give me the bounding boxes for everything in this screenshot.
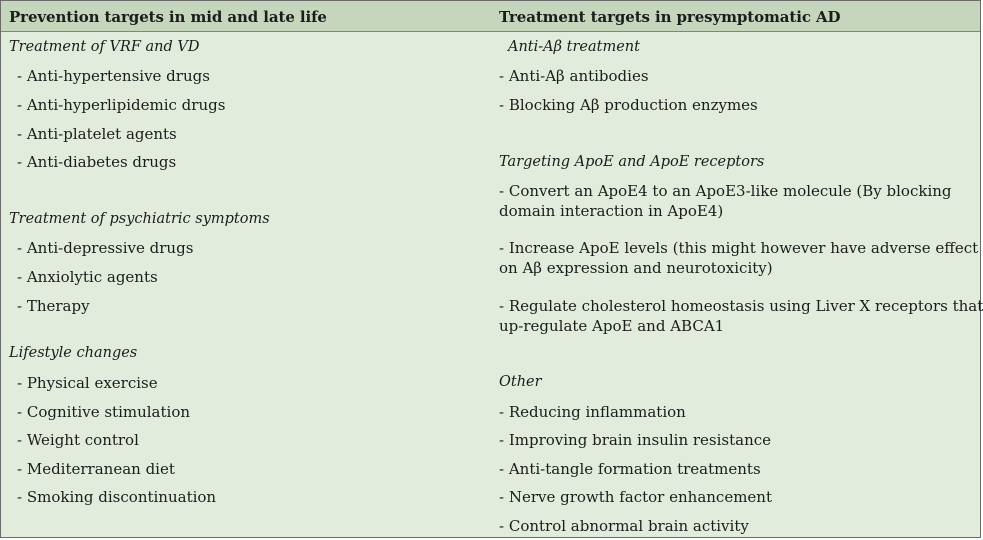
list-item: - Nerve growth factor enhancement	[499, 488, 772, 506]
list-item: - Increase ApoE levels (this might however have adverse effect	[499, 239, 979, 257]
section-heading-vrf: Treatment of VRF and VD	[9, 39, 200, 55]
section-heading-anti-abeta: Anti-Aβ treatment	[508, 39, 640, 55]
list-item: - Improving brain insulin resistance	[499, 431, 772, 449]
list-item: - Blocking Aβ production enzymes	[499, 96, 758, 114]
list-item: - Smoking discontinuation	[17, 488, 217, 506]
list-item: - Weight control	[17, 431, 139, 449]
list-item: - Anti-hyperlipidemic drugs	[17, 96, 226, 114]
section-heading-apoe: Targeting ApoE and ApoE receptors	[499, 154, 765, 170]
list-item-continuation: up-regulate ApoE and ABCA1	[499, 317, 725, 335]
list-item: - Convert an ApoE4 to an ApoE3-like molecule (By blocking	[499, 182, 952, 200]
list-item: - Anti-diabetes drugs	[17, 153, 177, 171]
list-item: - Mediterranean diet	[17, 460, 175, 478]
list-item: - Anti-Aβ antibodies	[499, 67, 649, 85]
list-item: - Anti-depressive drugs	[17, 239, 194, 257]
list-item: - Control abnormal brain activity	[499, 517, 749, 535]
header-treatment-targets: Treatment targets in presymptomatic AD	[499, 8, 841, 26]
list-item-continuation: domain interaction in ApoE4)	[499, 202, 724, 220]
list-item: - Anti-tangle formation treatments	[499, 460, 761, 478]
list-item: - Anti-platelet agents	[17, 125, 177, 143]
header-prevention-targets: Prevention targets in mid and late life	[9, 8, 327, 26]
list-item-continuation: on Aβ expression and neurotoxicity)	[499, 259, 773, 277]
list-item: - Anti-hypertensive drugs	[17, 67, 210, 85]
list-item: - Anxiolytic agents	[17, 268, 158, 286]
list-item: - Cognitive stimulation	[17, 403, 191, 421]
section-heading-psychiatric: Treatment of psychiatric symptoms	[9, 211, 270, 227]
list-item: - Regulate cholesterol homeostasis using Liver X receptors that	[499, 297, 983, 315]
table-header-row	[1, 1, 980, 32]
section-heading-lifestyle: Lifestyle changes	[9, 345, 138, 361]
section-heading-other: Other	[499, 374, 542, 390]
list-item: - Therapy	[17, 297, 90, 315]
list-item: - Reducing inflammation	[499, 403, 686, 421]
list-item: - Physical exercise	[17, 374, 158, 392]
